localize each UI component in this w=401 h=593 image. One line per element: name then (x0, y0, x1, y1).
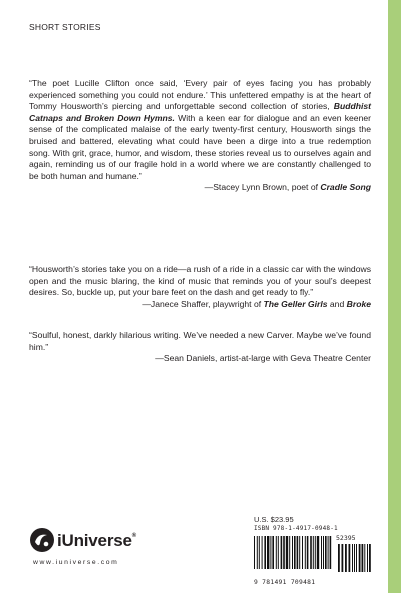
barcode-bar (276, 536, 277, 569)
barcode-bar (270, 536, 271, 569)
title-emphasis: The Geller Girls (263, 298, 328, 309)
barcode-bar (321, 536, 322, 569)
barcode-bar (292, 536, 293, 569)
barcode-bar (257, 536, 258, 569)
barcode-bar (367, 544, 368, 572)
iuniverse-swirl-icon (29, 527, 55, 553)
barcode-bar (272, 536, 274, 569)
barcode-bar (317, 536, 319, 569)
price-label: U.S. $23.95 (254, 515, 294, 524)
text-run: —Sean Daniels, artist-at-large with Geva Theatre Center (155, 353, 371, 364)
barcode-bar (302, 536, 303, 569)
category-label: SHORT STORIES (29, 22, 101, 32)
blurb-attribution (29, 182, 371, 194)
blurb-attribution (29, 299, 371, 311)
barcode-bar (259, 536, 260, 569)
barcode-bar (342, 544, 344, 572)
text-run: “Housworth’s stories take you on a ride—a rush of a ride in a classic car with the windows open and the music blaring, the kind of music that reminds you of your soul’s deepest desires. So, buckle up, put your bare feet on the dash and get ready to fly.” (29, 264, 371, 298)
text-run: “Soulful, honest, darkly hilarious writing. We’ve needed a new Carver. Maybe we’ve found him.” (29, 330, 371, 352)
barcode-bar (362, 544, 364, 572)
barcode-bar (310, 536, 312, 569)
barcode-bar (364, 544, 365, 572)
barcode-bar (356, 544, 357, 572)
blurb-text (29, 78, 371, 182)
blurb-1 (29, 78, 371, 194)
barcode-bar (359, 544, 361, 572)
barcode-bar (307, 536, 309, 569)
barcode-bar (354, 544, 355, 572)
text-run: “The poet Lucille Clifton once said, ‘Every pair of eyes facing you has probably experienced something you could not endure.’ This unfettered empathy is at the heart of Tommy Housworth’s piercing and unforgettable second collection of stories, (29, 78, 371, 112)
blurb-3 (29, 330, 371, 365)
title-emphasis: Buddhist Catnaps and Broken Down Hymns. (29, 101, 371, 123)
barcode-bar (264, 536, 266, 569)
barcode-bar (315, 536, 316, 569)
barcode-bar (299, 536, 300, 569)
barcode-bar (369, 544, 371, 572)
barcode-bar (289, 536, 290, 569)
barcode-bar (281, 536, 283, 569)
barcode-addon-code: 52395 (336, 534, 356, 542)
text-run: —Janece Shaffer, playwright of (142, 298, 264, 309)
barcode-digits: 9 781491 709481 (254, 579, 316, 586)
isbn-text: ISBN 978-1-4917-0948-1 (254, 525, 374, 532)
title-emphasis: Cradle Song (320, 182, 371, 193)
publisher-website: www.iuniverse.com (33, 559, 119, 566)
barcode-bar (286, 536, 288, 569)
title-emphasis: Broke (346, 298, 371, 309)
barcode-bar (325, 536, 327, 569)
publisher-logo (29, 527, 159, 555)
blurb-text (29, 330, 371, 353)
spine-stripe (388, 0, 401, 593)
blurb-2 (29, 264, 371, 310)
barcode-bar (305, 536, 306, 569)
barcode-bar (330, 536, 332, 569)
barcode-bar (313, 536, 314, 569)
barcode-bar (345, 544, 347, 572)
text-run: With a keen ear for dialogue and an even keener sense of the complicated malaise of the early twenty-first century, Housworth sings the bruised and battered, elevating what could have been a dirge into a true redemption song. With grit, grace, humor, and wisdom, these stories reveal us to ourselves again and again, reminding us of our fragile hold in a world where we are constantly challenged to be both human and humane.” (29, 112, 371, 181)
barcode-bar (349, 544, 351, 572)
barcode-bar (262, 536, 263, 569)
barcode-bar (297, 536, 299, 569)
text-run: —Stacey Lynn Brown, poet of (204, 182, 321, 193)
barcode-bar (254, 536, 255, 569)
barcode-bar (328, 536, 329, 569)
barcode-bar (323, 536, 324, 569)
blurb-text (29, 264, 371, 299)
text-run: and (327, 298, 347, 309)
barcode-bar (278, 536, 279, 569)
barcode-bar (338, 544, 340, 572)
barcode-bar (294, 536, 296, 569)
publisher-name: iUniverse® (57, 531, 136, 550)
blurb-attribution (29, 353, 371, 365)
barcode-bar (283, 536, 285, 569)
barcode-bar (267, 536, 269, 569)
barcode-bar (352, 544, 353, 572)
